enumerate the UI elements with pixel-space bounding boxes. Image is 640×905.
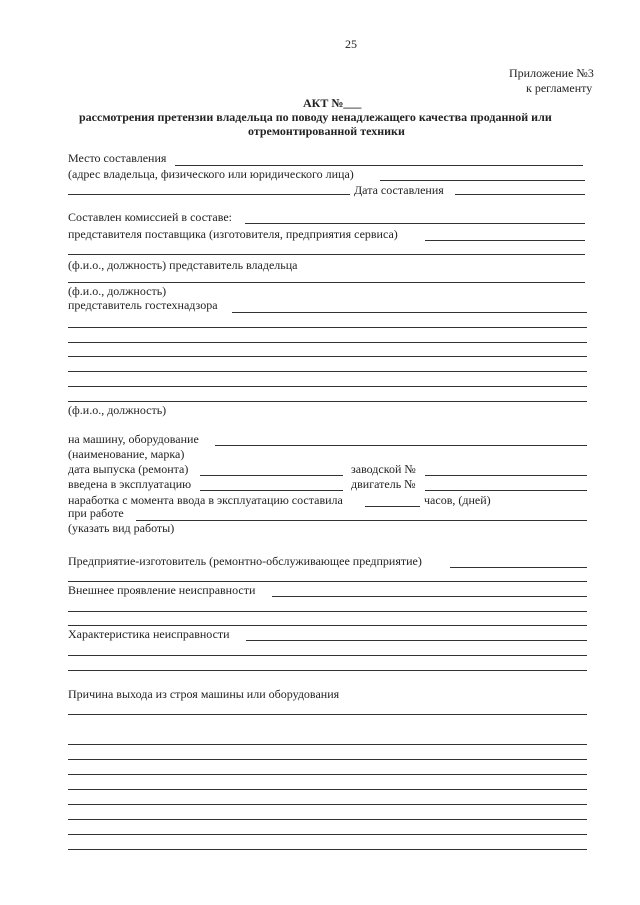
- gostech-line-3[interactable]: [68, 356, 587, 357]
- manufacturer-field[interactable]: [450, 567, 587, 568]
- characteristic-label: Характеристика неисправности: [68, 627, 230, 641]
- address-hint: (адрес владельца, физического или юридического лица): [68, 167, 354, 181]
- manufacturer-label: Предприятие-изготовитель (ремонтно-обслуживающее предприятие): [68, 554, 422, 568]
- date-label: Дата составления: [354, 183, 444, 197]
- factory-no-field[interactable]: [425, 475, 587, 476]
- external-line-1[interactable]: [68, 611, 587, 612]
- cause-line-8[interactable]: [68, 834, 587, 835]
- gostech-line-6[interactable]: [68, 401, 587, 402]
- release-date-label: дата выпуска (ремонта): [68, 462, 189, 476]
- page-number: 25: [345, 37, 357, 51]
- appendix-label: Приложение №3: [509, 66, 594, 80]
- machine-label: на машину, оборудование: [68, 432, 199, 446]
- gostech-line-2[interactable]: [68, 342, 587, 343]
- commission-field[interactable]: [245, 223, 585, 224]
- owner-rep-label: (ф.и.о., должность) представитель владельца: [68, 258, 298, 272]
- factory-no-label: заводской №: [351, 462, 416, 476]
- cause-line-5[interactable]: [68, 789, 587, 790]
- cause-label: Причина выхода из строя машины или оборудования: [68, 687, 340, 701]
- external-line-2[interactable]: [68, 625, 587, 626]
- characteristic-line-1[interactable]: [68, 655, 587, 656]
- external-label: Внешнее проявление неисправности: [68, 583, 256, 597]
- date-field[interactable]: [455, 194, 585, 195]
- commission-label: Составлен комиссией в составе:: [68, 210, 233, 224]
- supplier-rep-label: представителя поставщика (изготовителя, предприятия сервиса): [68, 227, 398, 241]
- runtime-label: наработка с момента ввода в эксплуатацию составила: [68, 493, 343, 507]
- supplier-rep-field[interactable]: [425, 240, 585, 241]
- commissioned-field[interactable]: [200, 490, 343, 491]
- address-field[interactable]: [380, 180, 585, 181]
- fio-hint-1: (ф.и.о., должность): [68, 284, 167, 298]
- cause-line-1[interactable]: [68, 714, 587, 715]
- hours-label: часов, (дней): [424, 493, 491, 507]
- fio-hint-2: (ф.и.о., должность): [68, 403, 167, 417]
- gostech-line-5[interactable]: [68, 386, 587, 387]
- place-field[interactable]: [175, 165, 583, 166]
- address-field-2[interactable]: [68, 194, 350, 195]
- cause-line-4[interactable]: [68, 774, 587, 775]
- cause-line-9[interactable]: [68, 849, 587, 850]
- gostech-line-4[interactable]: [68, 371, 587, 372]
- cause-line-6[interactable]: [68, 804, 587, 805]
- place-label: Место составления: [68, 151, 167, 165]
- at-work-field[interactable]: [136, 520, 587, 521]
- gostech-field[interactable]: [232, 312, 587, 313]
- cause-line-2[interactable]: [68, 744, 587, 745]
- owner-rep-field[interactable]: [68, 282, 585, 283]
- appendix-reference: к регламенту: [526, 81, 593, 95]
- commissioned-label: введена в эксплуатацию: [68, 477, 192, 491]
- gostech-line-1[interactable]: [68, 327, 587, 328]
- supplier-rep-field-2[interactable]: [68, 254, 585, 255]
- external-field[interactable]: [272, 596, 587, 597]
- machine-field[interactable]: [215, 445, 587, 446]
- manufacturer-line[interactable]: [68, 581, 587, 582]
- act-subtitle-line2: отремонтированной техники: [248, 124, 405, 138]
- cause-line-3[interactable]: [68, 759, 587, 760]
- work-type-hint: (указать вид работы): [68, 521, 175, 535]
- engine-no-field[interactable]: [425, 490, 587, 491]
- at-work-label: при работе: [68, 506, 124, 520]
- runtime-field[interactable]: [365, 506, 420, 507]
- name-brand-hint: (наименование, марка): [68, 447, 185, 461]
- cause-line-7[interactable]: [68, 819, 587, 820]
- characteristic-field[interactable]: [246, 640, 587, 641]
- act-subtitle-line1: рассмотрения претензии владельца по поводу ненадлежащего качества проданной или: [79, 110, 552, 124]
- release-date-field[interactable]: [200, 475, 343, 476]
- act-title: АКТ №___: [303, 96, 362, 110]
- characteristic-line-2[interactable]: [68, 670, 587, 671]
- gostech-label: представитель гостехнадзора: [68, 298, 218, 312]
- engine-no-label: двигатель №: [351, 477, 416, 491]
